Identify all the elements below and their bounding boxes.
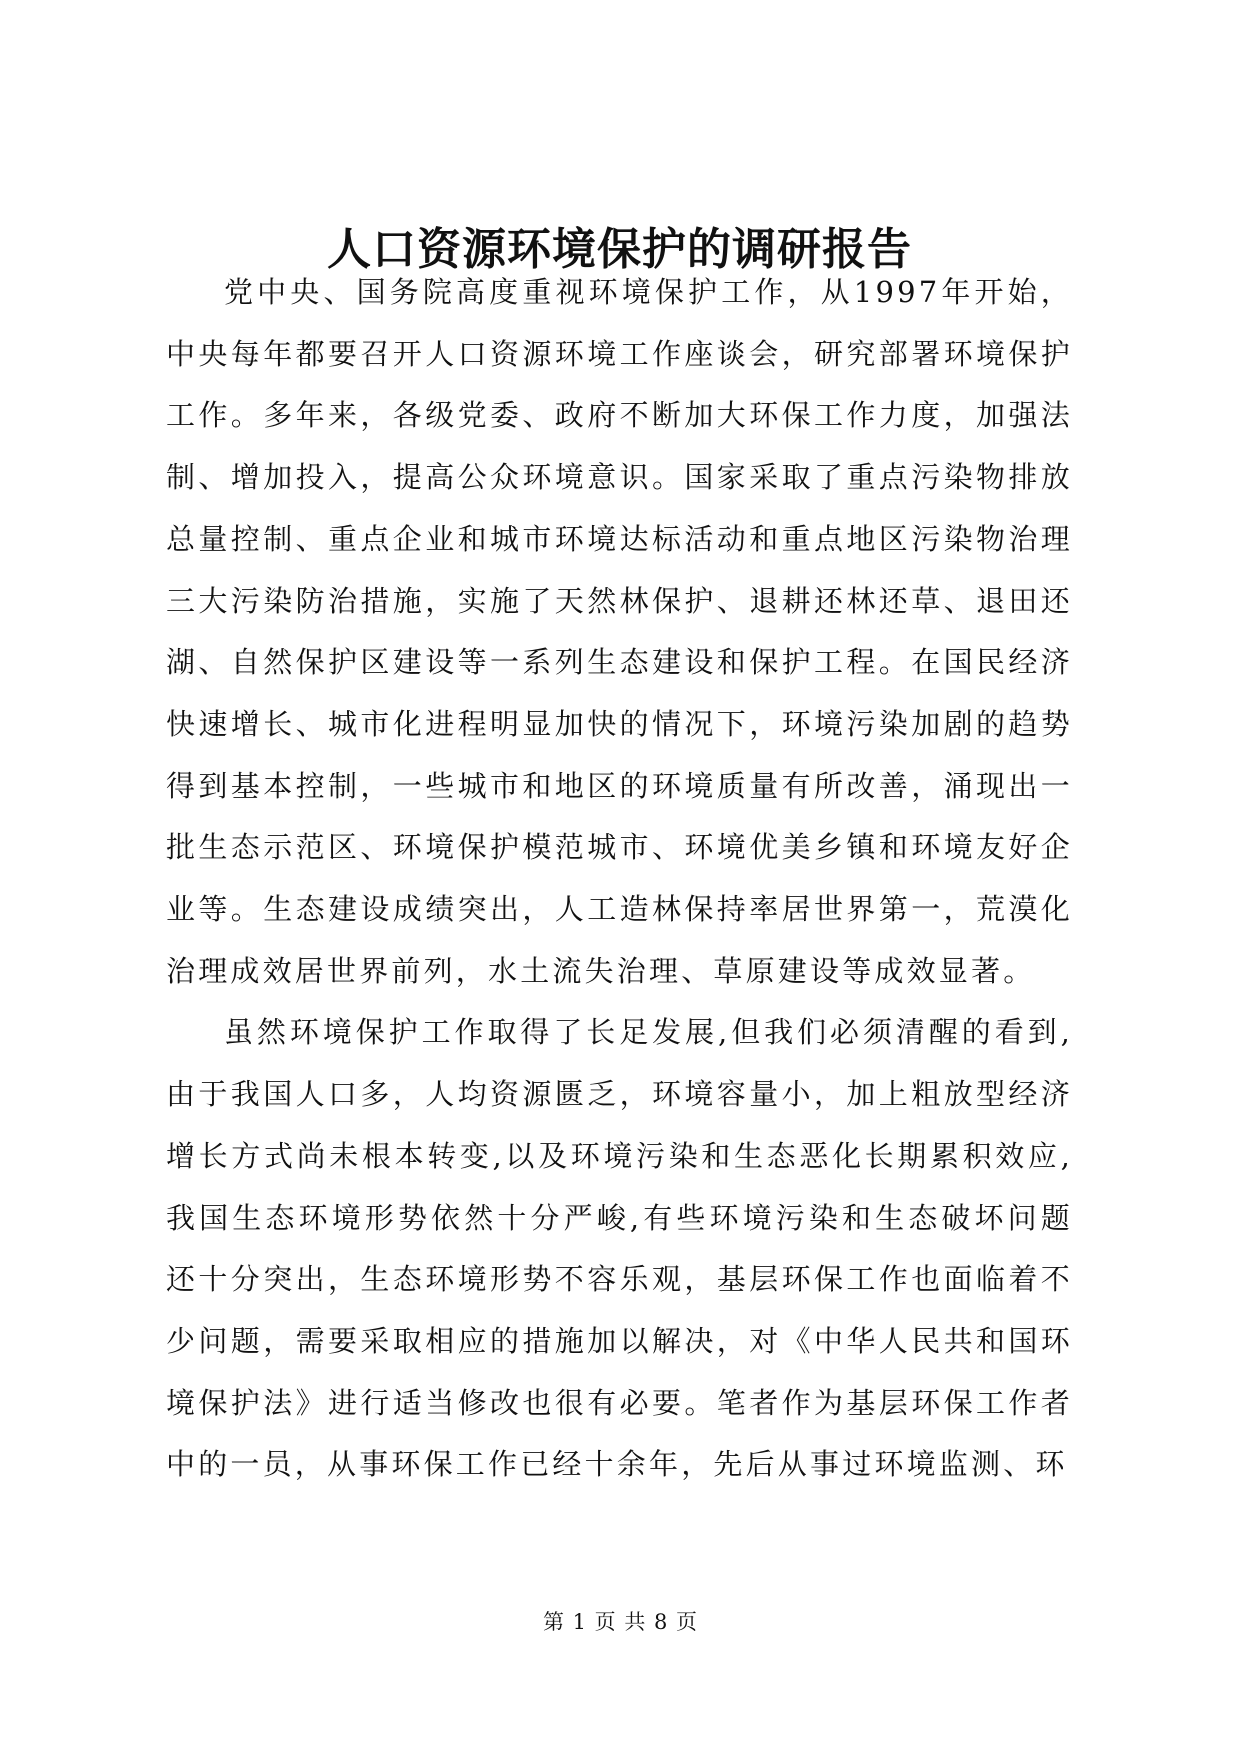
- paragraph-2: 虽然环境保护工作取得了长足发展,但我们必须清醒的看到,由于我国人口多，人均资源匮乏，环境容量小，加上粗放型经济增长方式尚未根本转变,以及环境污染和生态恶化长期累积效应,我国生态环境形势依然十分严峻,有些环境污染和生态破坏问题还十分突出，生态环境形势不容乐观，基层环保工作也面临着不少问题，需要采取相应的措施加以解决，对《中华人民共和国环境保护法》进行适当修改也很有必要。笔者作为基层环保工作者中的一员，从事环保工作已经十余年，先后从事过环境监测、环: [166, 1015, 1073, 1482]
- document-body: [166, 262, 1073, 1496]
- page-number-label: 第 1 页 共 8 页: [542, 1610, 699, 1634]
- paragraph-1: 党中央、国务院高度重视环境保护工作，从1997年开始，中央每年都要召开人口资源环境工作座谈会，研究部署环境保护工作。多年来，各级党委、政府不断加大环保工作力度，加强法制、增加投入，提高公众环境意识。国家采取了重点污染物排放总量控制、重点企业和城市环境达标活动和重点地区污染物治理三大污染防治措施，实施了天然林保护、退耕还林还草、退田还湖、自然保护区建设等一系列生态建设和保护工程。在国民经济快速增长、城市化进程明显加快的情况下，环境污染加剧的趋势得到基本控制，一些城市和地区的环境质量有所改善，涌现出一批生态示范区、环境保护模范城市、环境优美乡镇和环境友好企业等。生态建设成绩突出，人工造林保持率居世界第一，荒漠化治理成效居世界前列，水土流失治理、草原建设等成效显著。: [166, 275, 1073, 988]
- document-title: 人口资源环境保护的调研报告: [327, 224, 912, 275]
- page-footer: [0, 1608, 1241, 1636]
